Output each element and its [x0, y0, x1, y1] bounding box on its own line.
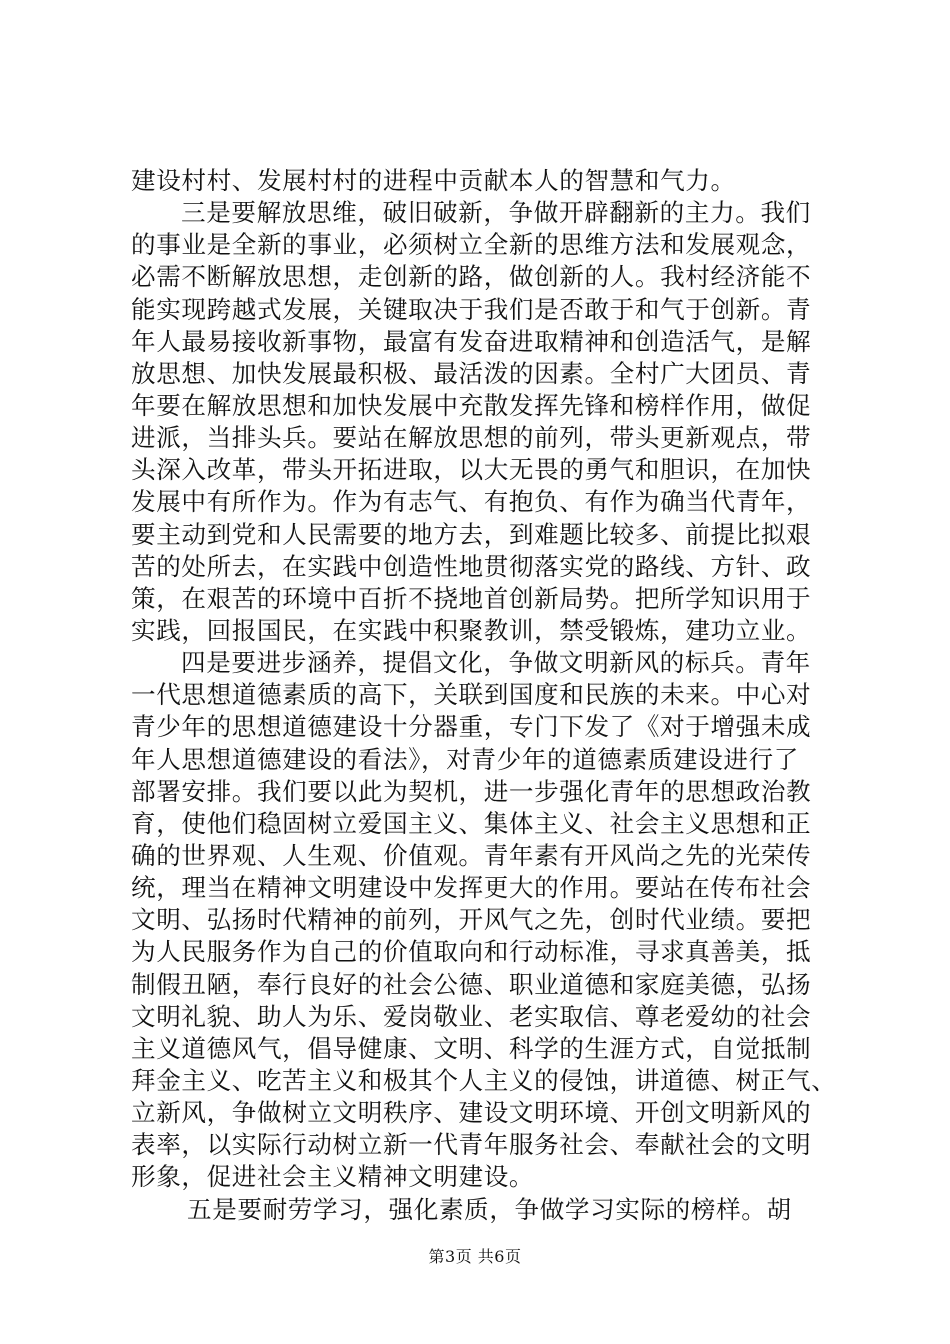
text-line: 实践，回报国民，在实践中积聚教训，禁受锻炼，建功立业。	[131, 615, 812, 645]
paragraph-start-line: 四是要进步涵养，提倡文化，争做文明新风的标兵。青年	[181, 648, 811, 678]
text-line: 发展中有所作为。作为有志气、有抱负、有作为确当代青年，	[131, 487, 812, 517]
text-line: 制假丑陋，奉行良好的社会公德、职业道德和家庭美德，弘扬	[131, 969, 812, 999]
text-line: 青少年的思想道德建设十分器重，专门下发了《对于增强未成	[131, 712, 812, 742]
page-number-footer: 第3页 共6页	[428, 1247, 522, 1266]
text-line: 立新风，争做树立文明秩序、建设文明环境、开创文明新风的	[131, 1098, 812, 1128]
text-line: 部署安排。我们要以此为契机，进一步强化青年的思想政治教	[131, 776, 812, 806]
text-line: 进派，当排头兵。要站在解放思想的前列，带头更新观点，带	[131, 423, 812, 453]
text-line: 拜金主义、吃苦主义和极其个人主义的侵蚀，讲道德、树正气、	[131, 1065, 837, 1095]
text-line: 文明、弘扬时代精神的前列，开风气之先，创时代业绩。要把	[131, 905, 812, 935]
text-line: 年人最易接收新事物，最富有发奋进取精神和创造活气，是解	[131, 326, 812, 356]
text-line: 一代思想道德素质的高下，关联到国度和民族的未来。中心对	[131, 680, 812, 710]
text-line: 为人民服务作为自己的价值取向和行动标准，寻求真善美，抵	[131, 937, 812, 967]
text-line: 文明礼貌、助人为乐、爱岗敬业、老实取信、尊老爱幼的社会	[131, 1001, 812, 1031]
text-line: 统，理当在精神文明建设中发挥更大的作用。要站在传布社会	[131, 873, 812, 903]
text-line: 育，使他们稳固树立爱国主义、集体主义、社会主义思想和正	[131, 808, 812, 838]
text-line: 建设村村、发展村村的进程中贡献本人的智慧和气力。	[131, 166, 736, 195]
text-line: 策，在艰苦的环境中百折不挠地首创新局势。把所学知识用于	[131, 583, 812, 613]
text-line: 的事业是全新的事业，必须树立全新的思维方法和发展观念，	[131, 230, 812, 260]
text-line: 年人思想道德建设的看法》，对青少年的道德素质建设进行了	[131, 744, 799, 774]
text-line: 苦的处所去，在实践中创造性地贯彻落实党的路线、方针、政	[131, 551, 812, 581]
text-line: 主义道德风气，倡导健康、文明、科学的生涯方式，自觉抵制	[131, 1033, 812, 1063]
text-line: 年要在解放思想和加快发展中充散发挥先锋和榜样作用，做促	[131, 390, 812, 420]
document-body	[131, 165, 837, 1226]
text-line: 要主动到党和人民需要的地方去，到难题比较多、前提比拟艰	[131, 519, 812, 549]
text-line: 表率，以实际行动树立新一代青年服务社会、奉献社会的文明	[131, 1130, 812, 1160]
text-line: 放思想、加快发展最积极、最活泼的因素。全村广大团员、青	[131, 358, 812, 388]
text-line: 头深入改革，带头开拓进取，以大无畏的勇气和胆识，在加快	[131, 455, 812, 485]
paragraph-start-line: 五是要耐劳学习，强化素质，争做学习实际的榜样。胡	[187, 1194, 792, 1224]
text-line: 必需不断解放思想，走创新的路，做创新的人。我村经济能不	[131, 262, 812, 292]
text-line: 确的世界观、人生观、价值观。青年素有开风尚之先的光荣传	[131, 840, 812, 870]
paragraph-start-line: 三是要解放思维，破旧破新，争做开辟翻新的主力。我们	[181, 198, 811, 228]
text-line: 形象，促进社会主义精神文明建设。	[131, 1162, 535, 1192]
text-line: 能实现跨越式发展，关键取决于我们是否敢于和气于创新。青	[131, 294, 812, 324]
